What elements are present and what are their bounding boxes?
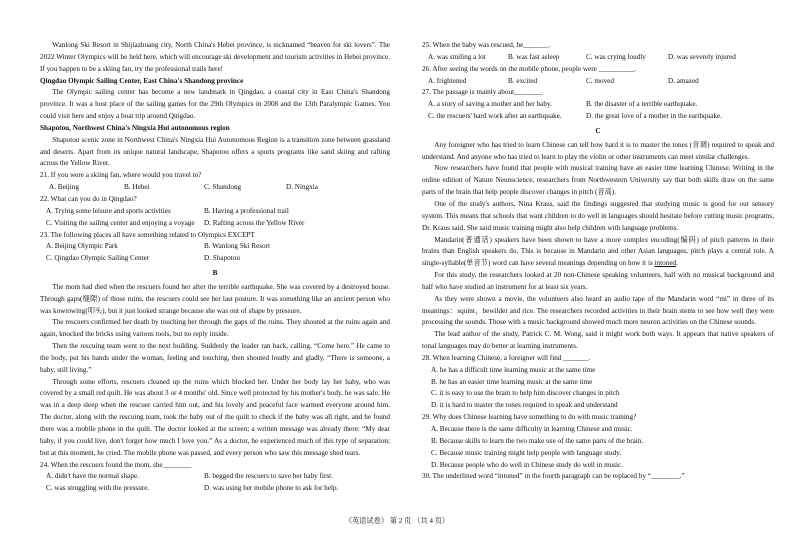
- question-27: 27. The passage is mainly about________: [422, 88, 543, 97]
- question-29-option-a: A. Because there is the same difficulty in learning Chinese and music.: [431, 425, 633, 433]
- b-paragraph-3: Then the rescuing team went to the next building. Suddenly the leader ran back, calling, “Come here.” He came to the body, put his hands under the woman, feeling and touching, then shouted loudly and gladly, “There is someone, a baby, still living.”: [40, 342, 390, 374]
- option-c: C. moved: [586, 76, 614, 85]
- option-b: B. the disaster of a terrible earthquake.: [586, 100, 698, 109]
- option-d: D. the great love of a mother in the earthquake.: [586, 112, 722, 121]
- option-b: B. Having a professional trail: [204, 206, 289, 215]
- question-29: 29. Why does Chinese learning have something to do with music training?: [422, 413, 637, 422]
- question-25: 25. When the baby was rescued, he_______.: [422, 41, 551, 49]
- b-paragraph-4: Through some efforts, rescuers cleaned up the ruins which blocked her. Under her body lay her baby, who was covered by a small red quilt. He was about 3 or 4 months' old. Since well protected by his mother's body, he was safe. He was in a deep sleep when the rescuer carried him out, and his lovely and peaceful face warmed everyone around him. The doctor, along with the rescuing team, took the baby out of the quilt to check if the baby was all right, and he found there was a mobile phone in the quilt. The doctor looked at the screen; a written message was already there: “My dear baby, if you could live, don't forget how much I love you.” As a doctor, he experienced much of this type of separation; but at this moment, he cried. The mobile phone was passed, and every person who saw this message shed tears.: [40, 377, 390, 457]
- option-c: C. Qingdao Olympic Sailing Center: [46, 254, 150, 263]
- question-26-options: [422, 76, 774, 88]
- option-c: C. was crying loudly: [586, 52, 646, 61]
- option-a: A. frightened: [428, 76, 467, 85]
- question-23-options-ab: [40, 241, 390, 253]
- c-paragraph-2: Now researchers have found that people with musical training have an easier time learning Chinese. Writing in the online edition of Nature Neunscience, researchers from Northwestern University say that both skills draw on the same parts of the brain that help people discover changes in pitch (音高).: [422, 164, 774, 197]
- section-b-heading: B: [212, 269, 218, 278]
- page-footer: 《英语试卷》 第 2 页 （共 4 页）: [344, 517, 450, 525]
- c-paragraph-3: One of the study's authors, Nina Kraus, said the findings suggested that studying music is good for our sensory system. This means that schools that want children to do well in languages should hesitate before cutting music programs, Dr. Kraus said. She said music training might also help children with language problems.: [422, 199, 774, 232]
- question-29-option-d: D. Because people who do well in Chinese study do well in music.: [431, 460, 624, 469]
- question-28-option-d: D. it is hard to master the tones required to speak and understand: [431, 401, 618, 410]
- heading-shapotou: Shapotou, Northwest China's Ningxia Hui autonomous region: [40, 123, 230, 132]
- c-paragraph-1: Any foreigner who has tried to learn Chinese can tell how hard it is to master the tones (音调) required to speak and understand. And anyone who has tried to learn to play the violin or other instruments can meet similar challenges.: [422, 140, 774, 161]
- option-a: A. a story of saving a mother and her baby.: [428, 100, 552, 109]
- question-30: 30. The underlined word “intoned” in the fourth paragraph can be replaced by “________.”: [422, 472, 685, 481]
- option-d: D. amazed: [668, 76, 699, 85]
- question-28-option-b: B. he has an easier time learning music at the same time: [431, 377, 593, 386]
- question-28: 28. When learning Chinese, a foreigner will find _______.: [422, 353, 591, 362]
- c-paragraph-4: [422, 235, 774, 271]
- c-paragraph-4-text: Mandarin(普通话) speakers have been shown to have a more complex encoding(编码) of pitch patterns in their brains than English speakers do. This is because in Mandarin and other Asian languages, pitch plays a central role. A single-syllable(单音节) word can have several meanings depending on how it is: [422, 235, 774, 268]
- question-28-option-c: C. it is easy to use the brain to help him discover changes in pitch: [431, 389, 620, 398]
- heading-qingdao: Qingdao Olympic Sailing Center, East China's Shandong province: [40, 76, 244, 85]
- question-24-options-ab: [40, 471, 390, 483]
- question-21-options: [40, 182, 390, 194]
- question-27-options-ab: [422, 99, 774, 111]
- option-b: B. Wanlong Ski Resort: [204, 242, 270, 251]
- question-24-options-cd: [40, 483, 390, 495]
- right-column: [422, 40, 774, 483]
- option-b: B. begged the rescuers to save her baby first.: [204, 472, 333, 481]
- question-22-options-cd: [40, 218, 390, 230]
- question-29-option-c: C. Because music training might help people with language study.: [431, 448, 622, 457]
- question-26: 26. After seeing the words on the mobile phone, people were __________.: [422, 64, 637, 73]
- question-28-option-a: A. he has a difficult time learning music at the same time: [431, 365, 596, 374]
- question-24: 24. When the rescuers found the mom, she________: [40, 460, 192, 469]
- option-a: A. was smiling a lot: [428, 52, 486, 61]
- option-a: A. Trying some leisure and sports activities: [46, 206, 171, 215]
- option-b: B. Hebei: [124, 183, 150, 192]
- c-paragraph-5: For this study, the researchers looked at 20 non-Chinese speaking volunteers, half with no musical background and half who have studied an instrument for at least six years.: [422, 271, 774, 291]
- question-25-options: [422, 52, 774, 64]
- option-c: C. Visiting the sailing center and enjoying a voyage: [46, 218, 195, 227]
- option-b: B. excited: [508, 76, 538, 85]
- section-c-heading: C: [595, 126, 601, 135]
- option-c: C. was struggling with the pressure.: [46, 484, 150, 493]
- b-paragraph-2: The rescuers confirmed her death by touching her through the gaps of the ruins. They shouted at the ruins again and again, knocked the bricks using various tools, but no reply inside.: [40, 318, 390, 339]
- b-paragraph-1: The mom had died when the rescuers found her after the terrible earthquake. She was covered by a destroyed house. Through gaps(缝隙) of those ruins, the rescuers could see her last posture. It was something like an ancient person who was kowtowing(叩头), but it just looked strange because she was out of shape by pressure.: [40, 282, 390, 315]
- qingdao-paragraph: The Olympic sailing center has become a new landmark in Qingdao, a coastal city in East China's Shandong province. It was a host place of the sailing games for the 29th Olympics in 2008 and the 13th Paralympic Games. You could visit here and enjoy a boat trip around Qingdao.: [40, 88, 390, 121]
- option-a: A. didn't have the normal shape.: [46, 472, 139, 481]
- shapotou-paragraph: Shapotou scenic zone in Northwest China's Ningxia Hui Autonomous Region is a transition zone between grassland and deserts. Apart from its unique natural landscape, Shapotou offers a sports programs like sand skiing and rafting across the Yellow River.: [40, 135, 390, 168]
- question-27-options-cd: [422, 111, 774, 123]
- question-22-options-ab: [40, 206, 390, 218]
- question-23: 23. The following places all have something related to Olympics EXCEPT: [40, 230, 255, 239]
- question-29-option-b: B. Because skills to learn the two make use of the same parts of the brain.: [431, 436, 644, 445]
- c-paragraph-4-end: .: [676, 259, 678, 268]
- intro-paragraph: Wanlong Ski Resort in Shijiazhuang city, North China's Hebei province, is nicknamed “heaven for ski lovers”. The 2022 Winter Olympics will be held here, which will encourage ski development and tourism activities in Hebei province. If you happen to be a skiing fan, try the professional trails here!: [40, 41, 390, 73]
- c-paragraph-6: As they were shown a movie, the volunteers also heard an audio tape of the Mandarin word “mi” in three of its meanings：squint，bewilder and rice. The researchers recorded activities in their brain stems to see how well they were processing the sounds. Those with a music background showed much more neuron activities on the Chinese sounds.: [422, 294, 774, 327]
- underlined-word-intoned: intoned: [654, 259, 677, 268]
- option-c: C. Shandong: [204, 183, 242, 192]
- question-22: 22. What can you do in Qingdao?: [40, 194, 137, 203]
- left-column: [40, 40, 390, 495]
- option-c: C. the rescuers' hard work after an earthquake.: [428, 112, 562, 121]
- option-d: D. Ningxia: [286, 183, 318, 192]
- question-23-options-cd: [40, 253, 390, 265]
- option-b: B. was fast asleep: [508, 52, 560, 61]
- option-d: D. Rafting across the Yellow River: [204, 218, 305, 227]
- c-paragraph-7: The lead author of the study, Patrick C. M. Wong, said it might work both ways. It appears that native speakers of tonal languages may do better at learning instruments.: [422, 330, 774, 351]
- option-d: D. was using her mobile phone to ask for help.: [204, 484, 339, 493]
- option-d: D. Shapotou: [204, 254, 240, 263]
- question-21: 21. If you were a skiing fan, where would you travel to?: [40, 171, 202, 180]
- option-a: A. Beijing: [49, 183, 79, 192]
- option-a: A. Beijing Olympic Park: [46, 242, 118, 251]
- option-d: D. was severely injured: [668, 52, 736, 61]
